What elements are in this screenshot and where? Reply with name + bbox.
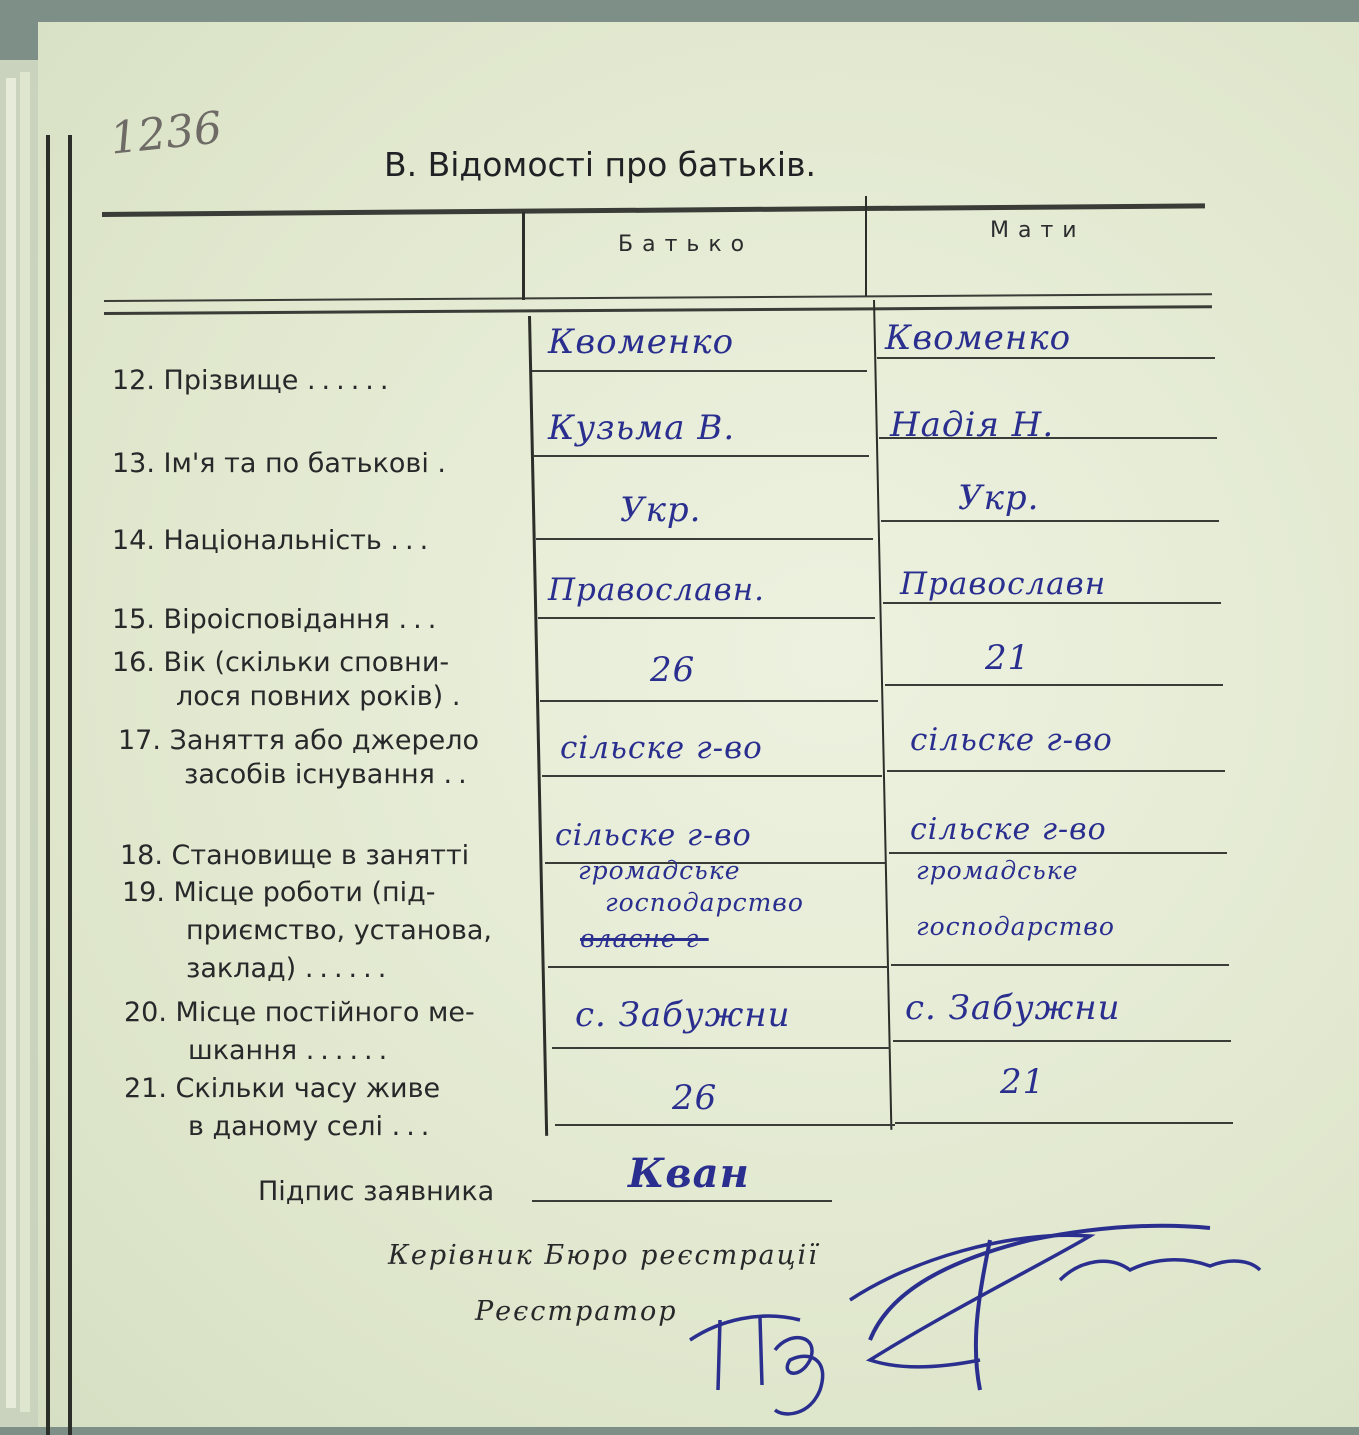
mother-residence: с. Забужни (905, 988, 1121, 1028)
row-number: 18. (120, 840, 163, 871)
row-line (883, 602, 1221, 604)
leader-dots: . (451, 681, 467, 712)
row-13-label (112, 448, 452, 479)
row-number: 14. (112, 525, 155, 556)
row-label: Заняття або джерело (169, 725, 480, 756)
row-20-label (124, 994, 475, 1070)
registrar-signature (680, 1290, 880, 1430)
father-workplace-line1: громадське (578, 856, 741, 885)
bureau-head-signature (830, 1200, 1280, 1400)
column-divider (865, 196, 867, 296)
row-line (534, 455, 869, 457)
row-label: заклад) (186, 953, 297, 984)
row-line (885, 684, 1223, 686)
row-number: 21. (124, 1073, 167, 1104)
leader-dots: ...... (305, 1035, 394, 1066)
row-number: 20. (124, 997, 167, 1028)
section-title: В. Відомості про батьків. (384, 145, 817, 184)
row-line (536, 538, 873, 540)
mother-age: 21 (985, 638, 1031, 678)
mother-occupation: сільске г-во (910, 722, 1113, 758)
row-12-label (112, 365, 394, 396)
father-workplace-line2: господарство (605, 888, 804, 917)
mother-religion: Православн (900, 566, 1107, 602)
father-years-in-village: 26 (672, 1078, 718, 1118)
father-residence: с. Забужни (575, 995, 791, 1035)
mother-name: Надія Н. (890, 405, 1055, 445)
row-line (532, 370, 867, 372)
leader-dots: ... (391, 1111, 436, 1142)
father-surname: Квоменко (548, 322, 735, 362)
row-number: 13. (112, 448, 155, 479)
row-number: 15. (112, 604, 155, 635)
bureau-head-label: Керівник Бюро реєстрації (388, 1240, 819, 1271)
father-nationality: Укр. (620, 490, 702, 530)
row-line (895, 1122, 1233, 1124)
row-label: приємство, установа, (186, 915, 493, 946)
applicant-signature: Кван (628, 1150, 750, 1197)
row-19-label (122, 874, 492, 988)
row-label: Вік (скільки сповни- (163, 647, 450, 678)
row-line (881, 520, 1219, 522)
column-header-mother: Мати (990, 218, 1086, 243)
row-label: лося повних років) (176, 681, 444, 712)
mother-years-in-village: 21 (1000, 1062, 1046, 1102)
father-religion: Православн. (548, 572, 765, 608)
row-label: Місце роботи (під- (173, 877, 436, 908)
row-line (542, 775, 882, 777)
archive-number: 1236 (107, 102, 225, 165)
row-line (538, 617, 875, 619)
row-line (887, 770, 1225, 772)
row-label: Прізвище (163, 365, 299, 396)
row-17-label (118, 724, 479, 792)
father-occupation: сільске г-во (560, 730, 763, 766)
father-name: Кузьма В. (548, 408, 736, 448)
row-line (552, 1047, 890, 1049)
page-edge (6, 78, 16, 1408)
row-label: в даному селі (188, 1111, 384, 1142)
leader-dots: ...... (304, 953, 393, 984)
leader-dots: . (437, 448, 453, 479)
father-workplace-struck: власне г- (580, 924, 709, 953)
row-line (555, 1124, 895, 1126)
applicant-signature-label: Підпис заявника (258, 1176, 495, 1207)
row-18-label (120, 840, 469, 871)
row-line (889, 852, 1227, 854)
mother-workplace-line2: господарство (916, 912, 1115, 941)
leader-dots: ... (398, 604, 443, 635)
margin-rule (46, 135, 50, 1435)
signature-line (532, 1200, 832, 1202)
leader-dots: ... (390, 525, 435, 556)
mother-position: сільске г-во (910, 812, 1107, 847)
leader-dots: ...... (306, 365, 395, 396)
row-label: Національність (163, 525, 382, 556)
father-position: сільске г-во (555, 818, 752, 853)
row-line (893, 1040, 1231, 1042)
row-label: Місце постійного ме- (175, 997, 475, 1028)
row-line (891, 964, 1229, 966)
row-label: Віроісповідання (163, 604, 390, 635)
row-number: 19. (122, 877, 165, 908)
row-label: шкання (188, 1035, 298, 1066)
row-line (540, 700, 878, 702)
row-number: 17. (118, 725, 161, 756)
column-divider (522, 212, 525, 300)
row-number: 12. (112, 365, 155, 396)
row-14-label (112, 525, 434, 556)
row-16-label (112, 646, 466, 714)
row-label: Скільки часу живе (175, 1073, 441, 1104)
mother-nationality: Укр. (958, 478, 1040, 518)
page-edge (20, 72, 30, 1412)
row-label: засобів існування (184, 759, 435, 790)
leader-dots: .. (443, 759, 473, 790)
registrar-label: Реєстратор (475, 1296, 678, 1327)
row-label: Ім'я та по батькові (163, 448, 429, 479)
father-age: 26 (650, 650, 696, 690)
mother-workplace-line1: громадське (916, 856, 1079, 885)
row-21-label (124, 1070, 440, 1146)
row-number: 16. (112, 647, 155, 678)
row-label: Становище в занятті (171, 840, 470, 871)
column-header-father: Батько (618, 232, 754, 257)
row-line (548, 966, 888, 968)
mother-surname: Квоменко (885, 318, 1072, 358)
row-15-label (112, 604, 442, 635)
margin-rule (68, 135, 72, 1435)
